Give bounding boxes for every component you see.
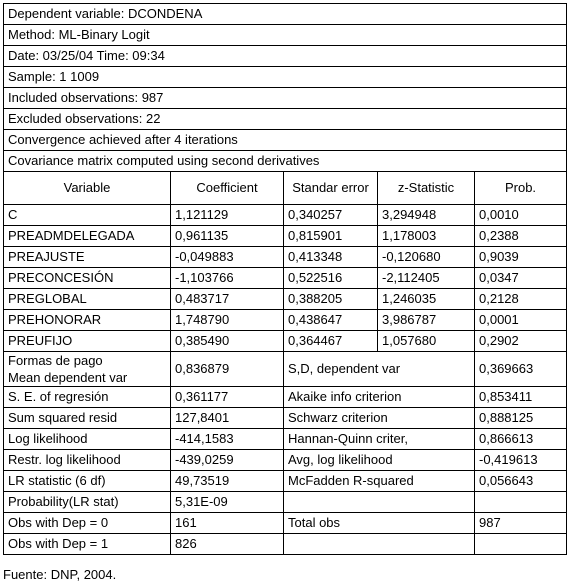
coefficient-row: [4, 226, 567, 247]
statistic-cell: Obs with Dep = 0: [4, 513, 171, 534]
statistic-row: [4, 429, 567, 450]
coefficient-cell: 3,294948: [378, 205, 475, 226]
statistic-cell: -0,419613: [475, 450, 567, 471]
statistic-cell: 5,31E-09: [171, 492, 284, 513]
statistic-cell: -439,0259: [171, 450, 284, 471]
coefficient-cell: 0,9039: [475, 247, 567, 268]
coefficient-cell: 0,483717: [171, 289, 284, 310]
info-row: [4, 88, 567, 109]
coefficient-cell: -2,112405: [378, 268, 475, 289]
coefficient-cell: 0,340257: [284, 205, 378, 226]
statistic-cell: Obs with Dep = 1: [4, 534, 171, 555]
coefficient-cell: 0,2128: [475, 289, 567, 310]
coefficient-cell: 0,522516: [284, 268, 378, 289]
statistic-cell: 0,056643: [475, 471, 567, 492]
info-cell: Excluded observations: 22: [4, 109, 567, 130]
statistic-cell: McFadden R-squared: [284, 471, 475, 492]
statistic-row: [4, 450, 567, 471]
info-cell: Date: 03/25/04 Time: 09:34: [4, 46, 567, 67]
coefficient-cell: -0,049883: [171, 247, 284, 268]
header-std-error: Standar error: [284, 172, 378, 205]
statistic-cell: 0,853411: [475, 387, 567, 408]
statistic-cell: 987: [475, 513, 567, 534]
info-row: [4, 109, 567, 130]
coefficient-row: [4, 205, 567, 226]
coefficient-cell: 1,178003: [378, 226, 475, 247]
header-z-statistic: z-Statistic: [378, 172, 475, 205]
statistic-cell: 826: [171, 534, 284, 555]
statistic-cell: 0,836879: [171, 352, 284, 387]
coefficient-cell: 3,986787: [378, 310, 475, 331]
statistic-cell: Log likelihood: [4, 429, 171, 450]
coefficient-cell: 0,388205: [284, 289, 378, 310]
statistic-row: [4, 387, 567, 408]
statistic-cell: 127,8401: [171, 408, 284, 429]
statistic-cell: Sum squared resid: [4, 408, 171, 429]
statistic-cell: LR statistic (6 df): [4, 471, 171, 492]
info-cell: Covariance matrix computed using second derivatives: [4, 151, 567, 172]
statistic-cell: Hannan-Quinn criter,: [284, 429, 475, 450]
statistic-row: [4, 408, 567, 429]
statistic-cell: [475, 534, 567, 555]
info-row: [4, 151, 567, 172]
regression-table: [3, 3, 567, 555]
coefficient-row: [4, 289, 567, 310]
statistic-cell: 0,361177: [171, 387, 284, 408]
coefficient-row: [4, 310, 567, 331]
info-row: [4, 4, 567, 25]
statistic-row: [4, 352, 567, 387]
statistic-cell: [284, 534, 475, 555]
regression-table-body: [4, 4, 567, 555]
coefficient-cell: -0,120680: [378, 247, 475, 268]
coefficient-cell: PREAJUSTE: [4, 247, 171, 268]
coefficient-cell: PREUFIJO: [4, 331, 171, 352]
statistic-row: [4, 534, 567, 555]
statistic-cell: Formas de pago Mean dependent var: [4, 352, 171, 387]
coefficient-cell: 1,057680: [378, 331, 475, 352]
statistic-cell: 161: [171, 513, 284, 534]
header-row: [4, 172, 567, 205]
coefficient-cell: PREGLOBAL: [4, 289, 171, 310]
info-row: [4, 130, 567, 151]
statistic-cell: [475, 492, 567, 513]
statistic-cell: S. E. of regresión: [4, 387, 171, 408]
statistic-cell: S,D, dependent var: [284, 352, 475, 387]
info-cell: Convergence achieved after 4 iterations: [4, 130, 567, 151]
coefficient-cell: 0,2388: [475, 226, 567, 247]
footnote: Fuente: DNP, 2004.: [3, 567, 117, 582]
statistic-cell: 0,866613: [475, 429, 567, 450]
coefficient-cell: PREHONORAR: [4, 310, 171, 331]
coefficient-cell: 0,2902: [475, 331, 567, 352]
coefficient-cell: C: [4, 205, 171, 226]
info-row: [4, 25, 567, 46]
statistic-cell: 49,73519: [171, 471, 284, 492]
info-cell: Dependent variable: DCONDENA: [4, 4, 567, 25]
statistic-cell: Akaike info criterion: [284, 387, 475, 408]
coefficient-cell: 0,413348: [284, 247, 378, 268]
statistic-cell: Total obs: [284, 513, 475, 534]
statistic-row: [4, 513, 567, 534]
coefficient-cell: -1,103766: [171, 268, 284, 289]
coefficient-cell: 1,246035: [378, 289, 475, 310]
coefficient-row: [4, 268, 567, 289]
coefficient-cell: PREADMDELEGADA: [4, 226, 171, 247]
coefficient-cell: 1,748790: [171, 310, 284, 331]
header-prob: Prob.: [475, 172, 567, 205]
coefficient-cell: 0,0001: [475, 310, 567, 331]
coefficient-cell: 0,385490: [171, 331, 284, 352]
statistic-cell: 0,369663: [475, 352, 567, 387]
coefficient-row: [4, 331, 567, 352]
regression-output: [3, 3, 566, 555]
statistic-cell: Probability(LR stat): [4, 492, 171, 513]
coefficient-cell: 1,121129: [171, 205, 284, 226]
info-row: [4, 67, 567, 88]
info-cell: Sample: 1 1009: [4, 67, 567, 88]
header-variable: Variable: [4, 172, 171, 205]
statistic-cell: Avg, log likelihood: [284, 450, 475, 471]
statistic-cell: -414,1583: [171, 429, 284, 450]
info-cell: Method: ML-Binary Logit: [4, 25, 567, 46]
coefficient-row: [4, 247, 567, 268]
statistic-cell: Schwarz criterion: [284, 408, 475, 429]
coefficient-cell: 0,961135: [171, 226, 284, 247]
statistic-row: [4, 471, 567, 492]
statistic-cell: Restr. log likelihood: [4, 450, 171, 471]
coefficient-cell: 0,364467: [284, 331, 378, 352]
header-coefficient: Coefficient: [171, 172, 284, 205]
info-row: [4, 46, 567, 67]
coefficient-cell: 0,0347: [475, 268, 567, 289]
statistic-row: [4, 492, 567, 513]
statistic-cell: 0,888125: [475, 408, 567, 429]
info-cell: Included observations: 987: [4, 88, 567, 109]
coefficient-cell: 0,0010: [475, 205, 567, 226]
coefficient-cell: PRECONCESIÓN: [4, 268, 171, 289]
coefficient-cell: 0,438647: [284, 310, 378, 331]
coefficient-cell: 0,815901: [284, 226, 378, 247]
statistic-cell: [284, 492, 475, 513]
